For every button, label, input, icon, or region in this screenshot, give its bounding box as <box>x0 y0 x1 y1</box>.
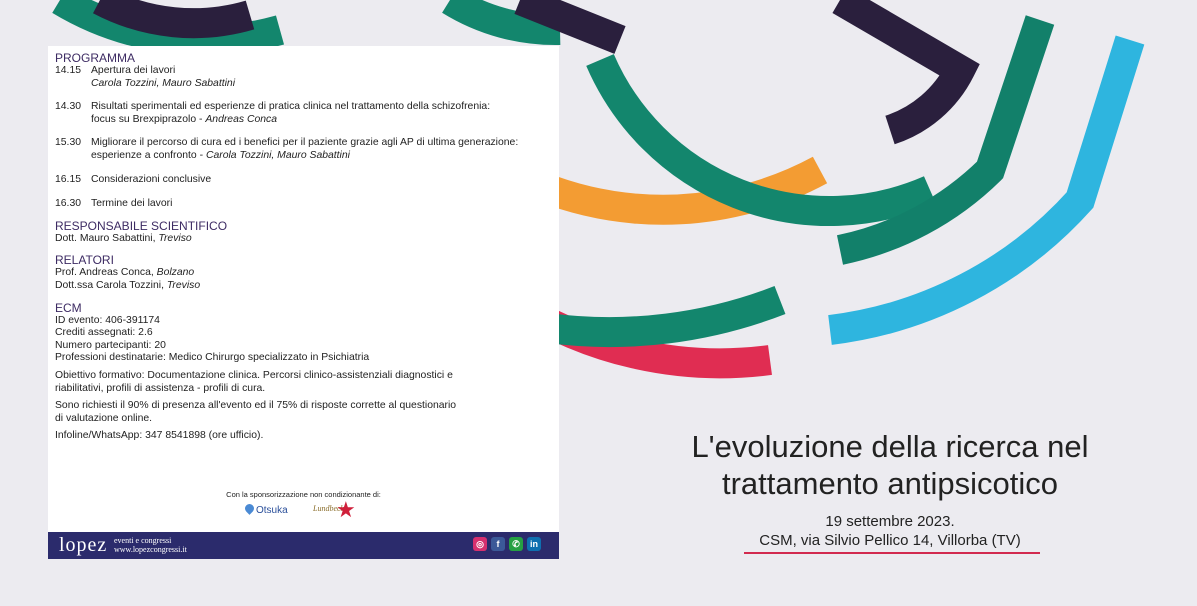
relatore-city: Treviso <box>166 279 201 291</box>
relatore-name: Prof. Andreas Conca, <box>55 267 157 279</box>
event-date: 19 settembre 2023. <box>825 513 955 530</box>
program-item <box>55 198 555 211</box>
footer-website[interactable]: www.lopezcongressi.it <box>114 545 187 554</box>
program-item <box>55 137 555 162</box>
program-time: 16.30 <box>55 198 82 210</box>
relatore-name: Dott.ssa Carola Tozzini, <box>55 279 167 291</box>
ecm-line: Numero partecipanti: 20 <box>55 339 166 351</box>
event-venue: CSM, via Silvio Pellico 14, Villorba (TV) <box>759 532 1021 549</box>
sponsor-logos <box>48 497 559 530</box>
sponsor-label: Con la sponsorizzazione non condizionante di: <box>226 490 381 499</box>
responsabile-city: Treviso <box>158 232 192 244</box>
program-item <box>55 101 555 126</box>
ecm-obiettivo: riabilitativi, profili di assistenza - profili di cura. <box>55 382 266 394</box>
ecm-requisiti: Sono richiesti il 90% di presenza all'evento ed il 75% di risposte corrette al questionario <box>55 400 457 412</box>
program-title: Migliorare il percorso di cura ed i benefici per il paziente grazie agli AP di ultima generazione: <box>91 137 519 149</box>
responsabile-heading: RESPONSABILE SCIENTIFICO <box>55 218 228 233</box>
lopez-tagline <box>114 536 187 554</box>
venue-underline <box>744 552 1040 554</box>
program-title-cont: focus su Brexpiprazolo - <box>91 113 206 125</box>
whatsapp-icon[interactable]: ✆ <box>509 537 523 551</box>
program-title: Termine dei lavori <box>91 198 173 210</box>
program-speakers: Carola Tozzini, Mauro Sabattini <box>91 77 236 89</box>
star-logo-icon: ★ <box>336 497 356 522</box>
arc-dark <box>840 0 960 130</box>
ecm-line: Professioni destinatarie: Medico Chirurgo specializzato in Psichiatria <box>55 352 370 364</box>
program-time: 16.15 <box>55 173 82 185</box>
event-title <box>640 428 1140 502</box>
arc-teal-mid <box>600 60 930 211</box>
ecm-line: Crediti assegnati: 2.6 <box>55 327 153 339</box>
program-title: Considerazioni conclusive <box>91 173 212 185</box>
footer-bar <box>48 532 559 559</box>
program-title-cont: esperienze a confronto - <box>91 149 206 161</box>
lundbeck-logo: Lundbeck <box>313 504 345 513</box>
program-time: 14.15 <box>55 65 82 76</box>
program-speakers: Carola Tozzini, Mauro Sabattini <box>205 149 350 161</box>
program-content <box>55 52 555 443</box>
facebook-icon[interactable]: f <box>491 537 505 551</box>
otsuka-logo: Otsuka <box>245 504 288 516</box>
program-panel <box>48 46 559 559</box>
program-item <box>55 174 555 187</box>
footer-line1: eventi e congressi <box>114 536 172 545</box>
program-item <box>55 65 555 90</box>
event-title-line2: trattamento antipsicotico <box>721 466 1058 501</box>
program-speakers: Andreas Conca <box>205 113 277 125</box>
lopez-logo: lopez <box>59 534 108 556</box>
program-time: 14.30 <box>55 101 82 113</box>
instagram-icon[interactable]: ◎ <box>473 537 487 551</box>
relatori-heading: RELATORI <box>55 253 114 268</box>
programma-heading: PROGRAMMA <box>55 51 136 65</box>
linkedin-icon[interactable]: in <box>527 537 541 551</box>
event-title-line1: L'evoluzione della ricerca nel <box>691 429 1089 464</box>
program-title: Apertura dei lavori <box>91 65 176 76</box>
relatore-city: Bolzano <box>156 267 195 279</box>
ecm-line: ID evento: 406-391174 <box>55 314 160 326</box>
responsabile-name: Dott. Mauro Sabattini, <box>55 232 159 244</box>
program-time: 15.30 <box>55 137 82 149</box>
ecm-requisiti: di valutazione online. <box>55 412 153 424</box>
ecm-heading: ECM <box>55 300 82 315</box>
ecm-infoline: Infoline/WhatsApp: 347 8541898 (ore ufficio). <box>55 430 264 442</box>
ecm-obiettivo: Obiettivo formativo: Documentazione clinica. Percorsi clinico-assistenziali diagnostici e <box>55 369 453 381</box>
program-title: Risultati sperimentali ed esperienze di pratica clinica nel trattamento della schizofrenia: <box>91 101 491 113</box>
